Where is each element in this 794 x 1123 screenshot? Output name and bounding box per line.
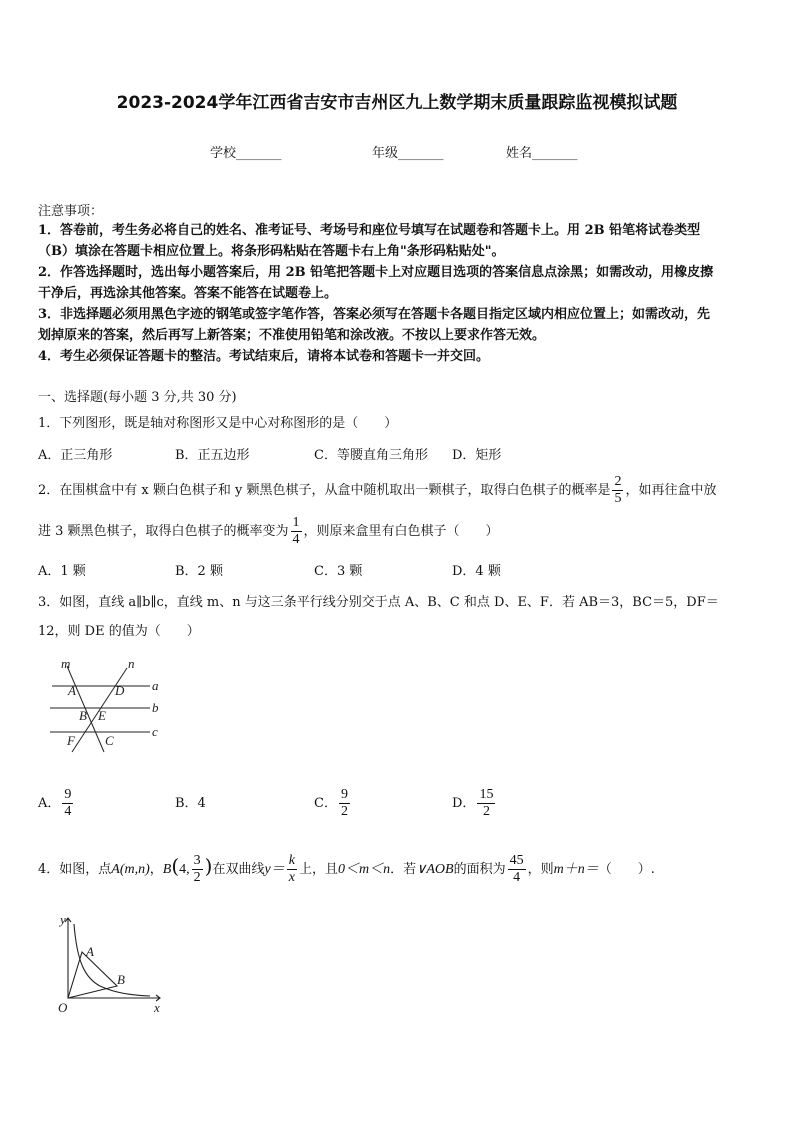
q3-figure [45, 656, 170, 756]
school-field: 学校_______ [210, 146, 282, 161]
grade-field: 年级_______ [372, 146, 444, 161]
q2-stem-line2 [38, 514, 499, 550]
label-D: D [115, 683, 125, 698]
note-line: 2．作答选择题时，选出每小题答案后，用 2B 铅笔把答题卡上对应题目选项的答案信息点涂黑；如需改动，用橡皮擦 [38, 265, 714, 280]
q1-option-b: B．正五边形 [175, 448, 250, 463]
label-c: c [152, 724, 158, 739]
q2-stem-line1 [38, 474, 717, 508]
section-heading: 一、选择题(每小题 3 分,共 30 分) [38, 390, 237, 405]
q2-stem-b: ，如再往盒中放 [625, 483, 717, 498]
q4-figure [50, 912, 175, 1022]
label-B: B [79, 708, 87, 723]
name-field: 姓名_______ [506, 146, 578, 161]
label-b: b [152, 700, 159, 715]
q2-fraction-2: $\frac{1}{4}$ [292, 515, 300, 547]
label-F: F [67, 733, 75, 748]
q2-stem-c: 进 3 颗黑色棋子，取得白色棋子的概率变为 [38, 524, 289, 539]
q4-stem: 4．如图，点A(m,n)，B(4, $\frac{3}{2}$ )在双曲线y＝ $\frac{k}{x}$ 上，且0＜m＜n．若∨AOB的面积为 $\frac{45}{4}$ ，则m＋n＝（ ）. [38, 853, 655, 885]
q3-option-a: A． $\frac{9}{4}$ [38, 787, 72, 819]
note-line: 4．考生必须保证答题卡的整洁。考试结束后，请将本试卷和答题卡一并交回。 [38, 349, 490, 364]
note-line: 3．非选择题必须用黑色字迹的钢笔或签字笔作答，答案必须写在答题卡各题目指定区域内相应位置上；如需改动，先 [38, 307, 711, 322]
q3-option-d: D． $\frac{15}{2}$ [452, 787, 494, 819]
q3-option-b: B．4 [175, 796, 206, 811]
label-m: m [61, 656, 71, 671]
q3-option-c: C． $\frac{9}{2}$ [314, 787, 348, 819]
notes-heading: 注意事项： [38, 204, 104, 219]
q2-fraction-1: $\frac{2}{5}$ [614, 474, 622, 506]
label-B: B [117, 972, 125, 987]
q1-option-a: A．正三角形 [38, 448, 113, 463]
label-A: A [68, 683, 76, 698]
q1-option-c: C．等腰直角三角形 [314, 448, 428, 463]
q2-stem-a: 2．在围棋盒中有 x 颗白色棋子和 y 颗黑色棋子，从盒中随机取出一颗棋子，取得白色棋子的概率是 [38, 483, 611, 498]
hyperbola-curve [74, 924, 150, 996]
label-n: n [128, 656, 135, 671]
page-title: 2023-2024学年江西省吉安市吉州区九上数学期末质量跟踪监视模拟试题 [116, 93, 678, 113]
note-line: 划掉原来的答案，然后再写上新答案；不准使用铅笔和涂改液。不按以上要求作答无效。 [38, 328, 546, 343]
q2-option-d: D．4 颗 [452, 564, 501, 579]
label-y: y [60, 912, 66, 927]
q2-stem-d: ，则原来盒里有白色棋子（ ） [303, 524, 499, 539]
label-E: E [98, 708, 106, 723]
label-A: A [86, 944, 94, 959]
label-x: x [154, 1000, 160, 1015]
note-line: （B）填涂在答题卡相应位置上。将条形码粘贴在答题卡右上角"条形码粘贴处"。 [38, 244, 505, 259]
q4-point-a: A(m,n) [111, 862, 150, 877]
note-line: 干净后，再选涂其他答案。答案不能答在试题卷上。 [38, 286, 338, 301]
label-C: C [105, 733, 114, 748]
q2-option-c: C．3 颗 [314, 564, 363, 579]
q3-stem-a: 3．如图，直线 a∥b∥c，直线 m、n 与这三条平行线分别交于点 A、B、C 和点 D、E、F．若 AB＝3，BC＝5，DF＝ [38, 595, 719, 610]
label-a: a [152, 678, 159, 693]
note-line: 1．答卷前，考生务必将自己的姓名、准考证号、考场号和座位号填写在试题卷和答题卡上。用 2B 铅笔将试卷类型 [38, 223, 701, 238]
q2-option-a: A．1 颗 [38, 564, 86, 579]
q2-option-b: B．2 颗 [175, 564, 223, 579]
label-O: O [58, 1000, 68, 1015]
q3-stem-b: 12，则 DE 的值为（ ） [38, 624, 200, 639]
q1-stem: 1．下列图形，既是轴对称图形又是中心对称图形的是（ ） [38, 416, 398, 431]
q1-option-d: D．矩形 [452, 448, 502, 463]
